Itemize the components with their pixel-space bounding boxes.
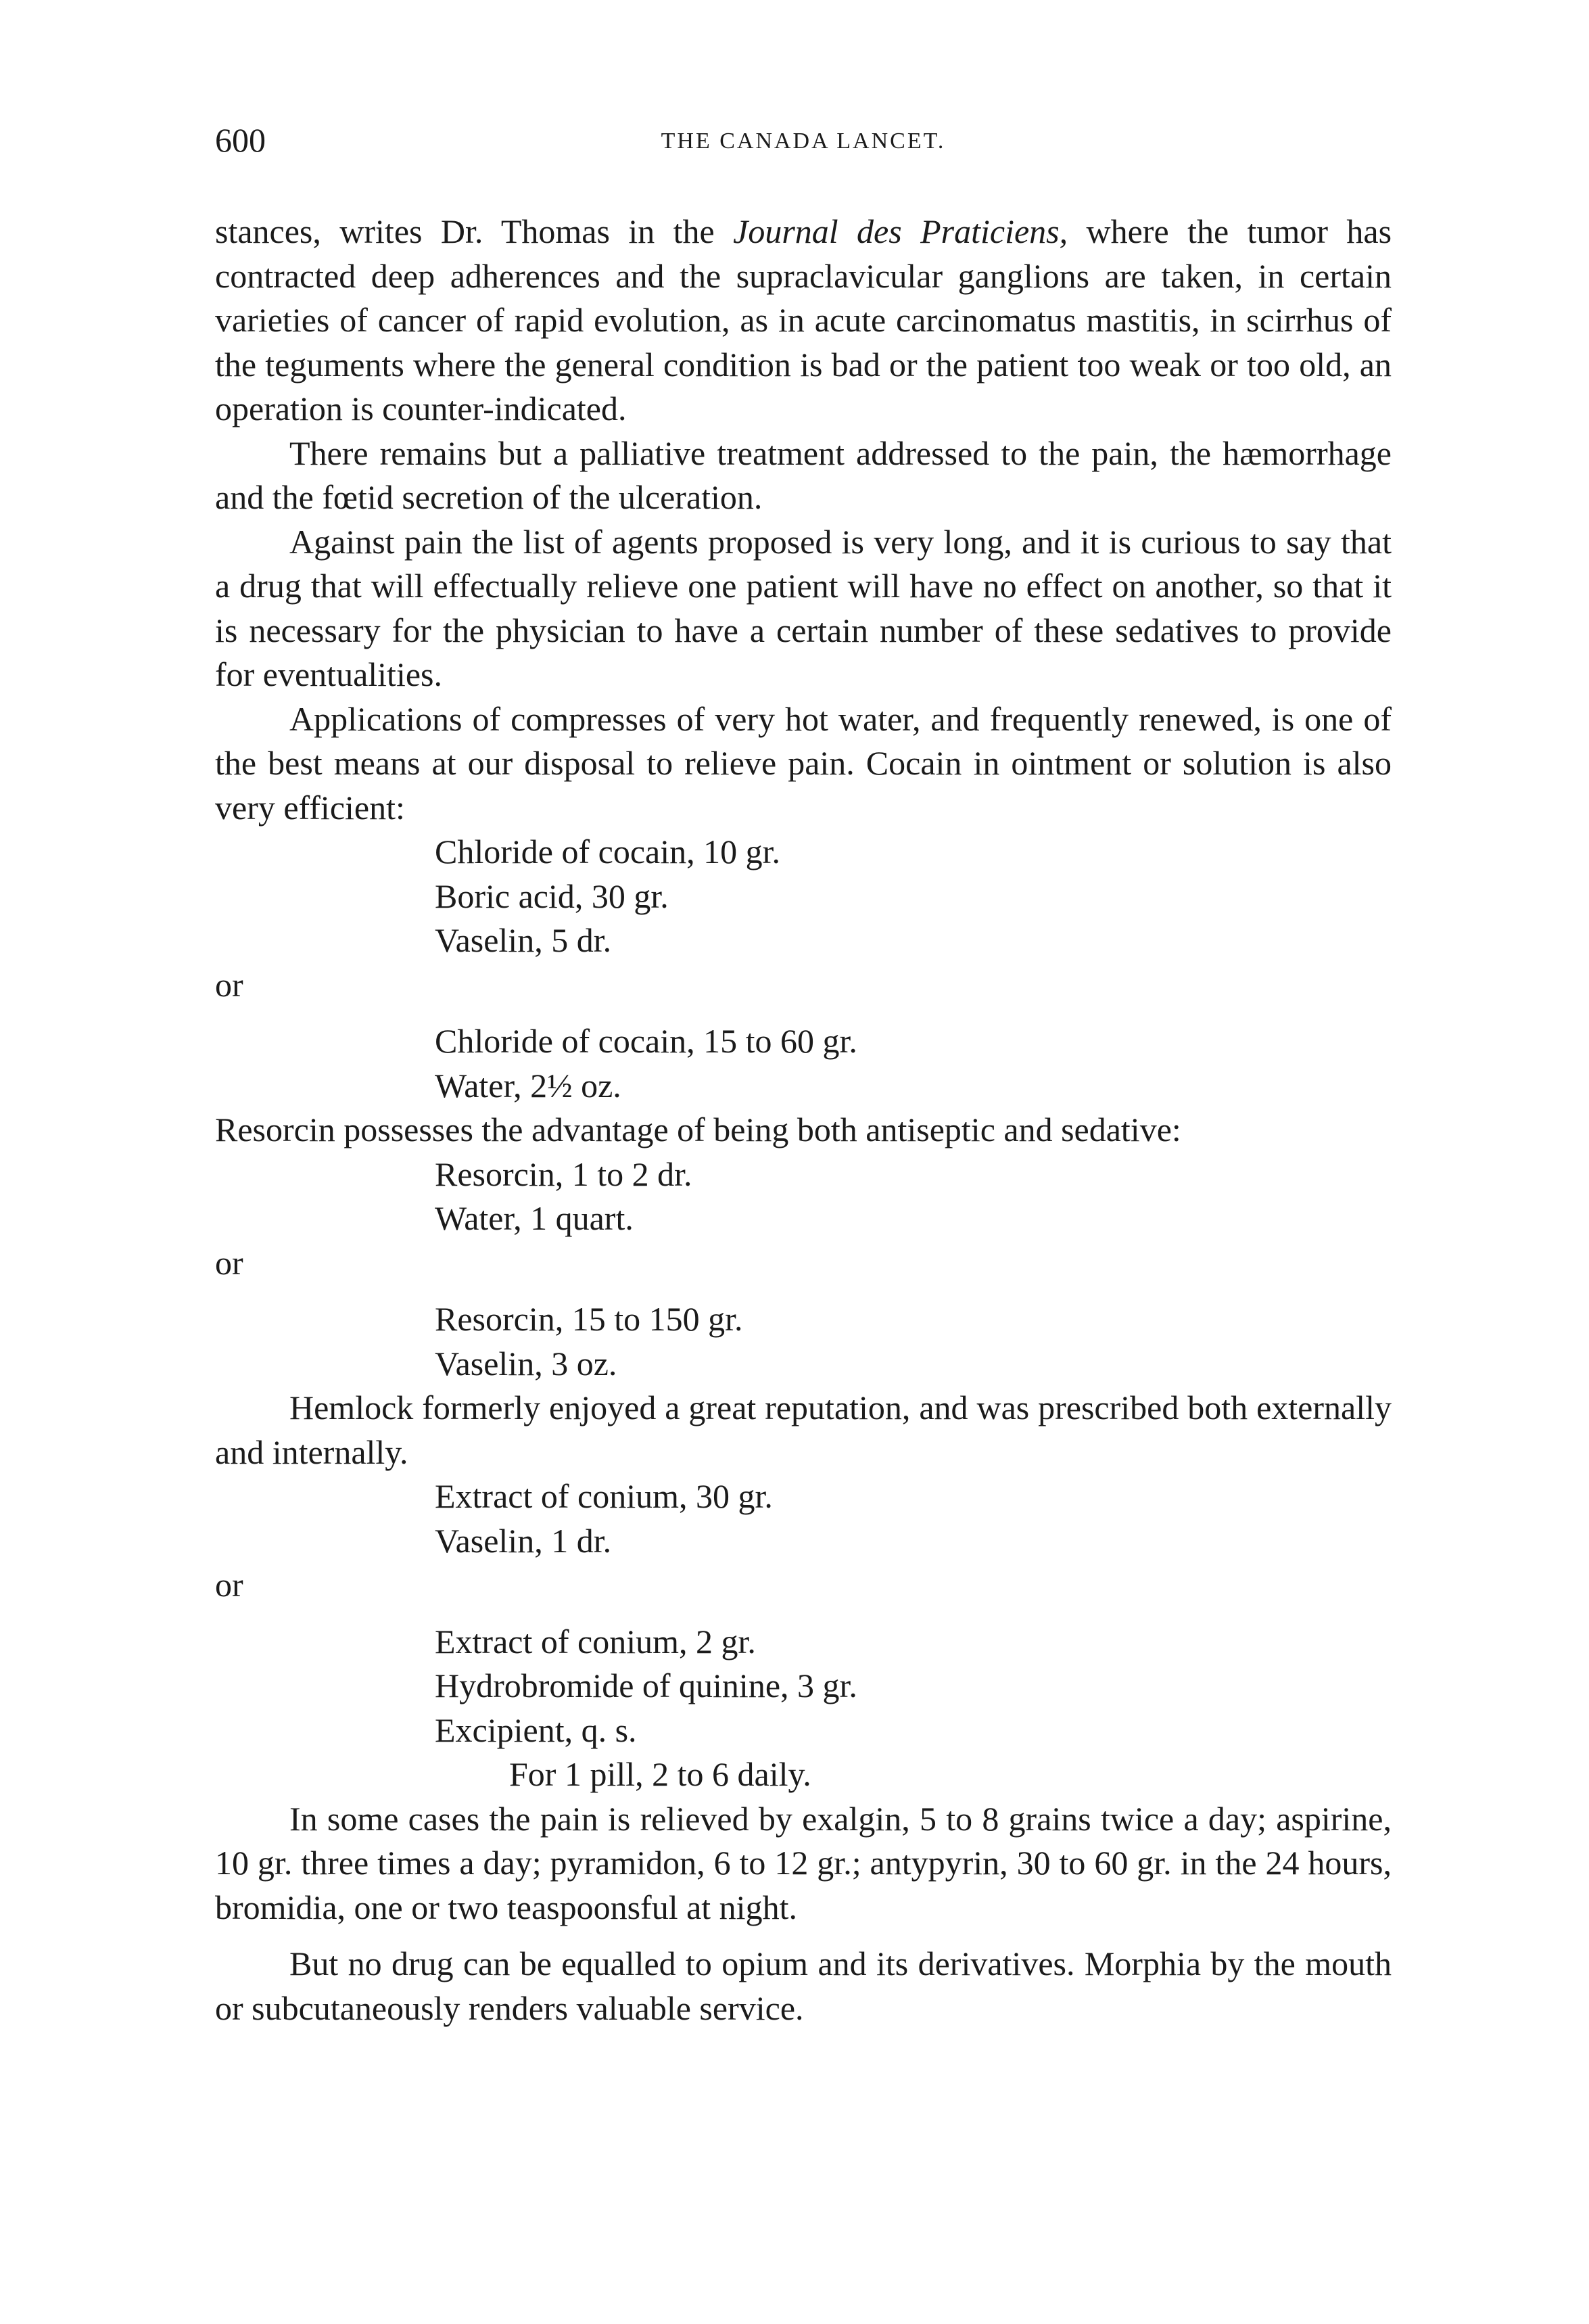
running-title: THE CANADA LANCET.: [661, 129, 946, 154]
paragraph-7: In some cases the pain is relieved by exalgin, 5 to 8 grains twice a day; aspirine, 10 gr. three times a day; pyramidon, 6 to 12 gr.; antypyrin, 30 to 60 gr. in the 24 hours, bromidia, one or two teaspoonsful at night.: [215, 1799, 1392, 1926]
recipe-1: [215, 830, 1392, 963]
page-body: [215, 210, 1392, 2030]
recipe-line: Extract of conium, 2 gr.: [435, 1622, 756, 1660]
recipe-5: [215, 1474, 1392, 1563]
recipe-line: Boric acid, 30 gr.: [435, 877, 669, 915]
or-separator: or: [215, 965, 243, 1004]
or-separator: or: [215, 1243, 243, 1282]
recipe-line: Extract of conium, 30 gr.: [435, 1477, 773, 1515]
recipe-3: [215, 1153, 1392, 1241]
recipe-4: [215, 1297, 1392, 1386]
paragraph-5: Resorcin possesses the advantage of being both antiseptic and sedative:: [215, 1111, 1181, 1148]
recipe-line: Resorcin, 1 to 2 dr.: [435, 1155, 692, 1193]
paragraph-3: Against pain the list of agents proposed is very long, and it is curious to say that a drug that will effectually relieve one patient will have no effect on another, so that it is necessary for the physician to have a certain number of these sedatives to provide for eventualities.: [215, 522, 1392, 693]
recipe-line: Excipient, q. s.: [435, 1711, 637, 1749]
paragraph-6: Hemlock formerly enjoyed a great reputation, and was prescribed both externally and internally.: [215, 1389, 1392, 1471]
recipe-line: Vaselin, 3 oz.: [435, 1344, 617, 1382]
or-separator: or: [215, 1566, 243, 1604]
recipe-6: [215, 1620, 1392, 1797]
paragraph-1-rest: where the tumor has contracted deep adherences and the supraclavicular ganglions are taken, in certain varieties of cancer of rapid evolution, as in acute carcinomatus mastitis, in scirrhus of the teguments where the general condition is bad or the patient too weak or too old, an operation is counter-indicated.: [215, 212, 1392, 427]
paragraph-2: There remains but a palliative treatment addressed to the pain, the hæmorrhage and the fœtid secretion of the ulceration.: [215, 434, 1392, 516]
recipe-note: For 1 pill, 2 to 6 daily.: [509, 1755, 811, 1793]
page-number: 600: [215, 121, 266, 159]
journal-title: Journal des Praticiens,: [733, 212, 1068, 250]
page-header: [215, 120, 1392, 168]
recipe-line: Hydrobromide of quinine, 3 gr.: [435, 1667, 857, 1704]
paragraph-1: [215, 210, 1392, 432]
paragraph-8: But no drug can be equalled to opium and its derivatives. Morphia by the mouth or subcutaneously renders valuable service.: [215, 1945, 1392, 2027]
recipe-line: Vaselin, 5 dr.: [435, 921, 612, 959]
recipe-line: Resorcin, 15 to 150 gr.: [435, 1300, 743, 1338]
recipe-line: Water, 1 quart.: [435, 1199, 634, 1237]
recipe-line: Chloride of cocain, 10 gr.: [435, 833, 780, 870]
recipe-line: Vaselin, 1 dr.: [435, 1521, 612, 1560]
paragraph-1-start: stances, writes Dr. Thomas in the: [215, 212, 715, 250]
recipe-line: Chloride of cocain, 15 to 60 gr.: [435, 1022, 857, 1060]
paragraph-4: Applications of compresses of very hot water, and frequently renewed, is one of the best means at our disposal to relieve pain. Cocain in ointment or solution is also very efficient:: [215, 699, 1392, 827]
recipe-2: [215, 1019, 1392, 1108]
recipe-line: Water, 2½ oz.: [435, 1066, 621, 1105]
